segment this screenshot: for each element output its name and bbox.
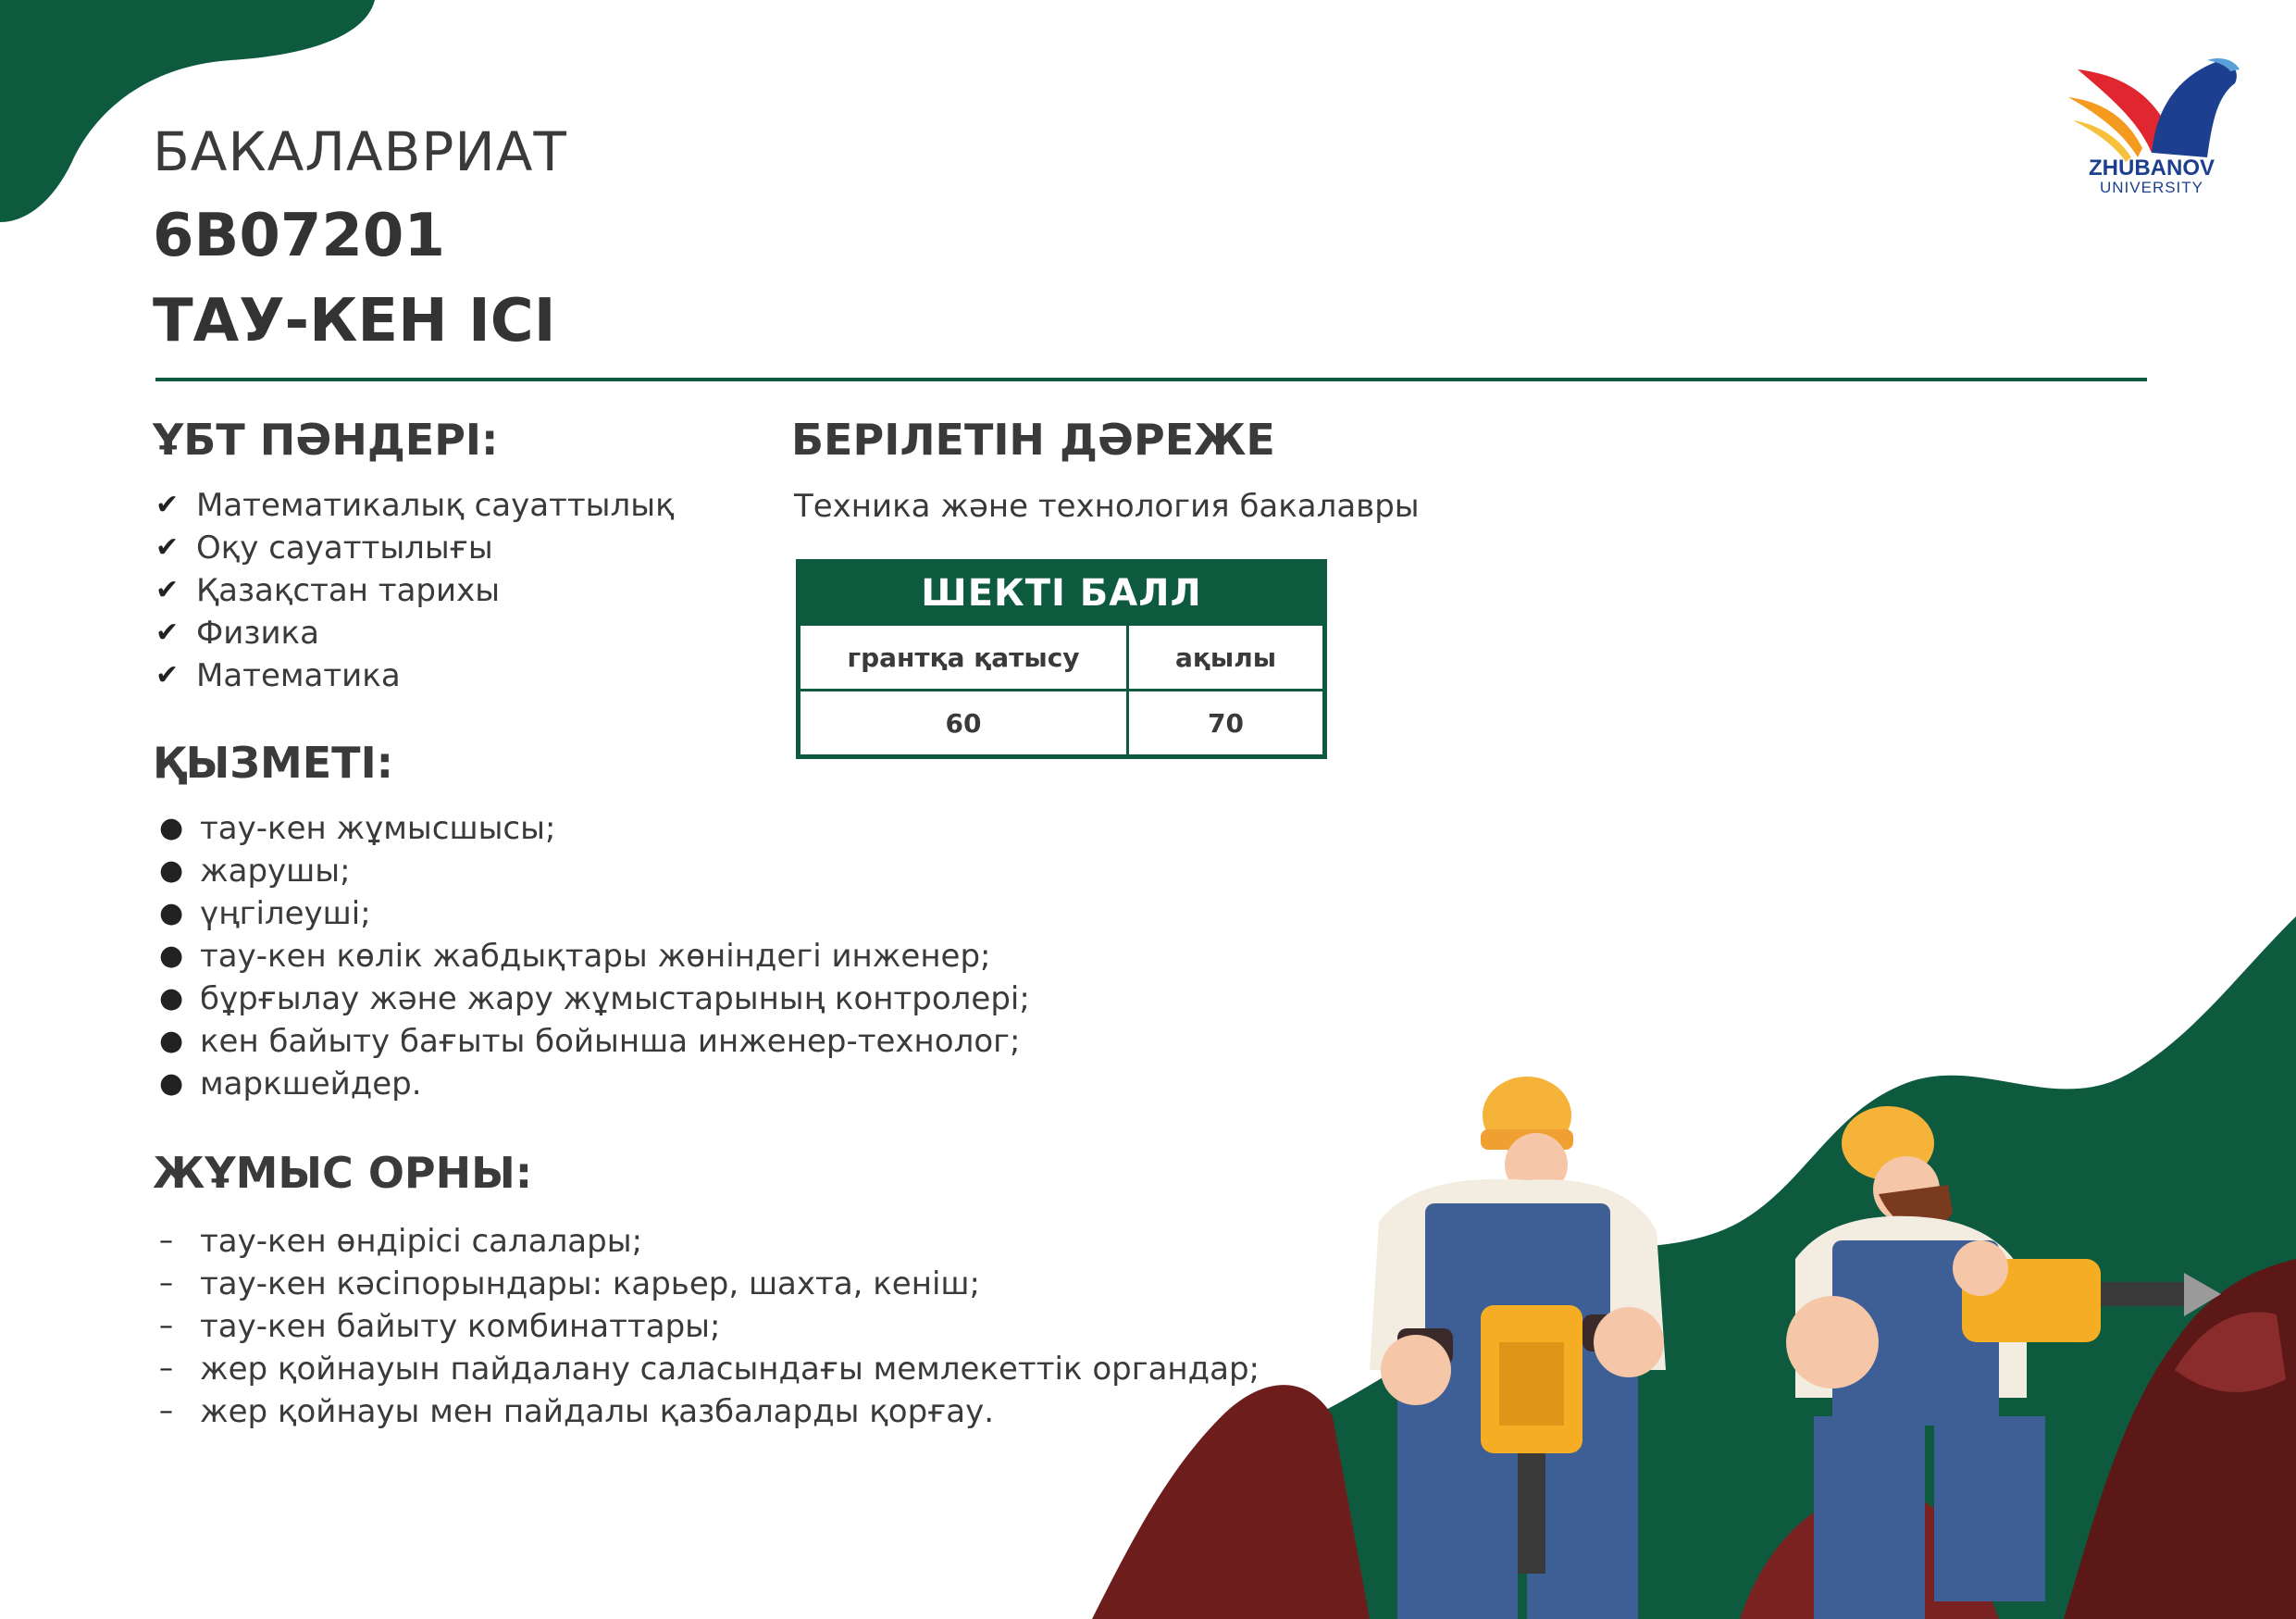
- program-level: БАКАЛАВРИАТ: [153, 120, 567, 183]
- dash-icon: –: [159, 1395, 173, 1427]
- check-icon: ✔: [155, 616, 180, 649]
- bullet-icon: ●: [159, 854, 184, 887]
- list-item: – тау-кен өндірісі салалары;: [159, 1220, 1260, 1263]
- bullet-icon: ●: [159, 812, 184, 844]
- program-name: ТАУ-КЕН ІСІ: [153, 287, 556, 355]
- list-item: – жер қойнауы мен пайдалы қазбаларды қорғау.: [159, 1390, 1260, 1433]
- logo-wordmark: ZHUBANOV: [2089, 156, 2215, 181]
- check-icon: ✔: [155, 574, 180, 606]
- list-item: ● кен байыту бағыты бойынша инженер-технолог;: [159, 1020, 1030, 1063]
- score-table: [796, 559, 1327, 759]
- dash-icon: –: [159, 1310, 173, 1342]
- paid-score: 70: [1128, 691, 1325, 757]
- logo-subtitle: UNIVERSITY: [2099, 179, 2204, 196]
- grant-score: 60: [799, 691, 1128, 757]
- check-icon: ✔: [155, 659, 180, 691]
- corner-decoration: [0, 0, 389, 231]
- duties-title: ҚЫЗМЕТІ:: [153, 738, 394, 788]
- column-header-grant: грантқа қатысу: [799, 625, 1128, 691]
- workplace-title: ЖҰМЫС ОРНЫ:: [153, 1148, 533, 1198]
- list-item: ✔ Математика: [155, 654, 675, 697]
- check-icon: ✔: [155, 531, 180, 564]
- check-icon: ✔: [155, 489, 180, 521]
- list-item: ✔ Оқу сауаттылығы: [155, 527, 675, 569]
- dash-icon: –: [159, 1267, 173, 1300]
- list-item: ● үңгілеуші;: [159, 892, 1030, 935]
- list-item: ● тау-кен жұмысшысы;: [159, 807, 1030, 850]
- degree-value: Техника және технология бакалавры: [794, 488, 1420, 525]
- program-code: 6B07201: [153, 202, 445, 270]
- dash-icon: –: [159, 1352, 173, 1385]
- header-divider: [155, 378, 2147, 381]
- subjects-list: [155, 484, 675, 697]
- list-item: – тау-кен кәсіпорындары: карьер, шахта, кеніш;: [159, 1263, 1260, 1305]
- list-item: ● тау-кен көлік жабдықтары жөніндегі инженер;: [159, 935, 1030, 978]
- bullet-icon: ●: [159, 1067, 184, 1100]
- subjects-title: ҰБТ ПӘНДЕРІ:: [153, 415, 499, 465]
- degree-title: БЕРІЛЕТІН ДӘРЕЖЕ: [791, 415, 1275, 465]
- bullet-icon: ●: [159, 897, 184, 929]
- list-item: ✔ Физика: [155, 612, 675, 654]
- miners-illustration: [1092, 1065, 2296, 1619]
- bullet-icon: ●: [159, 940, 184, 972]
- list-item: ✔ Қазақстан тарихы: [155, 569, 675, 612]
- list-item: – тау-кен байыту комбинаттары;: [159, 1305, 1260, 1348]
- list-item: ● бұрғылау және жару жұмыстарының контролері;: [159, 978, 1030, 1020]
- bullet-icon: ●: [159, 1025, 184, 1057]
- dash-icon: –: [159, 1225, 173, 1257]
- list-item: ● маркшейдер.: [159, 1063, 1030, 1105]
- list-item: ● жарушы;: [159, 850, 1030, 892]
- bullet-icon: ●: [159, 982, 184, 1015]
- score-table-title: ШЕКТІ БАЛЛ: [799, 562, 1325, 625]
- list-item: ✔ Математикалық сауаттылық: [155, 484, 675, 527]
- duties-list: [159, 807, 1030, 1105]
- column-header-paid: ақылы: [1128, 625, 1325, 691]
- list-item: – жер қойнауын пайдалану саласындағы мемлекеттік органдар;: [159, 1348, 1260, 1390]
